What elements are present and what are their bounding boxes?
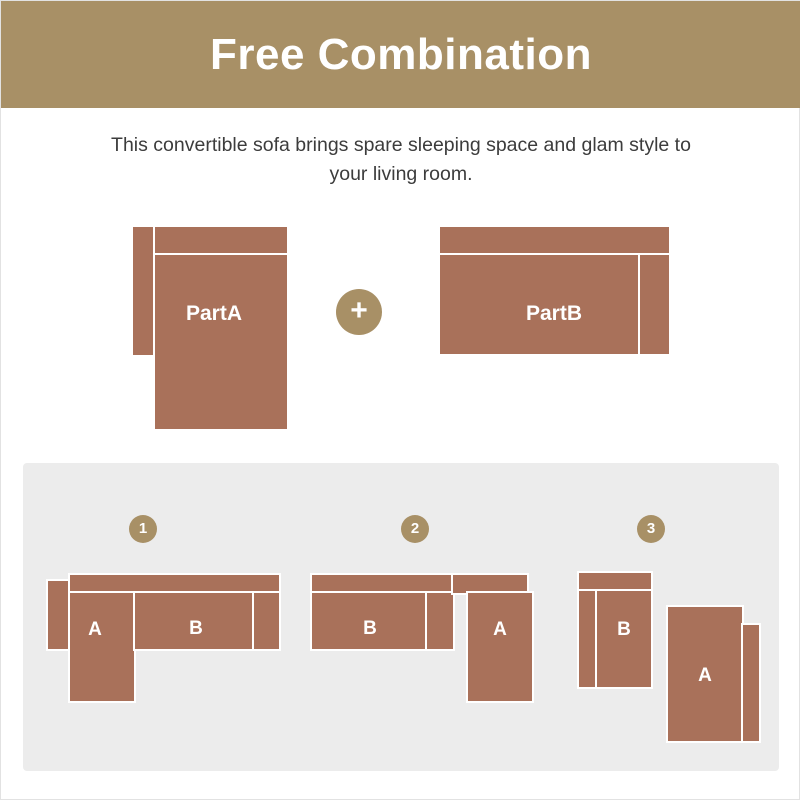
- combo1-label-a: A: [88, 619, 102, 640]
- step-badge-2: 2: [401, 515, 429, 543]
- combo3-label-a: A: [698, 665, 712, 686]
- combo1-label-b: B: [189, 618, 203, 639]
- part-a-label: PartA: [185, 302, 243, 325]
- combo2-label-b: B: [363, 618, 377, 639]
- combo1-piece-a: [68, 591, 136, 703]
- part-b-label: PartB: [525, 302, 583, 325]
- step-badge-3: 3: [637, 515, 665, 543]
- page-title: Free Combination: [209, 29, 593, 79]
- plus-icon: +: [336, 289, 382, 335]
- combo3-label-b: B: [617, 619, 631, 640]
- combo2-label-a: A: [493, 619, 507, 640]
- part-b-arm: [638, 253, 671, 356]
- combinations-panel: [23, 463, 779, 771]
- combo2-right-arm: [425, 591, 455, 651]
- combo3-right-arm: [741, 623, 761, 743]
- step-badge-1: 1: [129, 515, 157, 543]
- combo2-piece-a: [466, 591, 534, 703]
- combo1-right-arm: [252, 591, 281, 651]
- subtitle-text: This convertible sofa brings spare sleeping space and glam style to your living room.: [111, 134, 691, 185]
- header-banner: [1, 1, 800, 108]
- part-a-seat: [153, 253, 289, 431]
